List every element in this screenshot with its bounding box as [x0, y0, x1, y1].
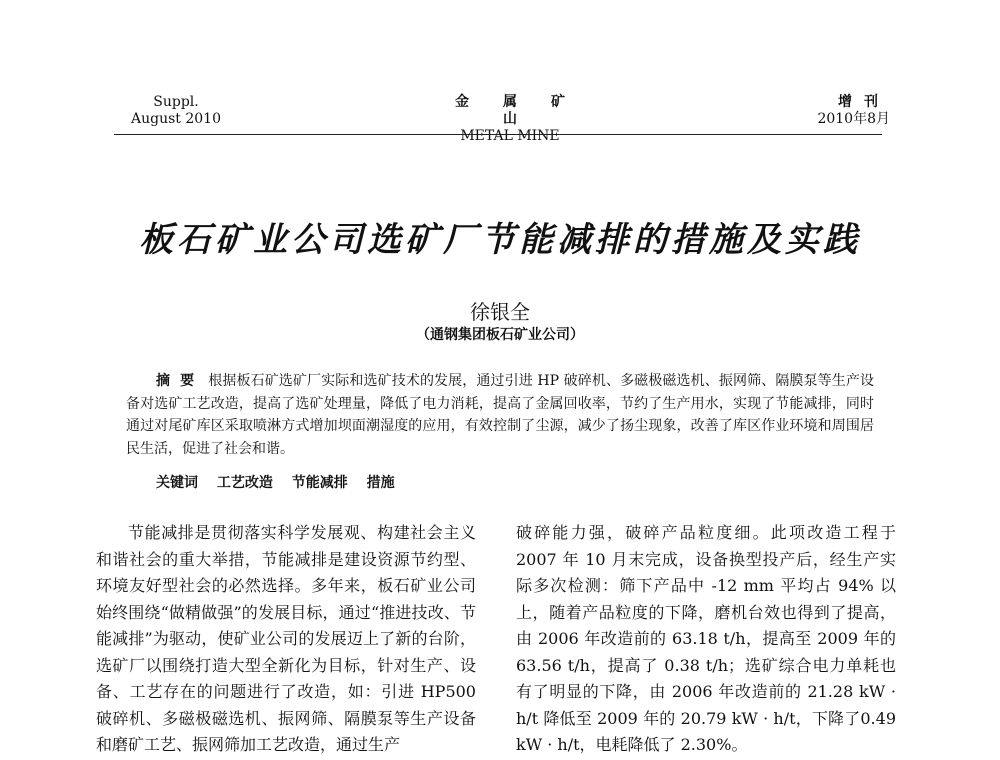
journal-name-en: METAL MINE	[460, 128, 560, 144]
keyword: 工艺改造	[216, 475, 273, 491]
abstract-text: 根据板石矿选矿厂实际和选矿技术的发展，通过引进 HP 破碎机、多磁极磁选机、振网筛、隔膜泵等生产设备对选矿工艺改造，提高了选矿处理量，降低了电力消耗，提高了金属回收率，节约了生产用水，实现了节能减排，同时通过对尾矿库区采取喷淋方式增加坝面潮湿度的应用，有效控制了尘源，减少了扬尘现象，改善了库区作业环境和周围居民生活，促进了社会和谐。	[126, 373, 875, 457]
header-date-cn: 2010年8月	[817, 111, 890, 127]
header-right	[790, 94, 890, 128]
keyword: 措施	[366, 475, 395, 491]
header-date-en: August 2010	[131, 111, 221, 127]
header-suppl: Suppl.	[153, 94, 199, 110]
keywords	[156, 472, 395, 492]
journal-name-cn: 金属矿山	[455, 94, 599, 127]
abstract	[126, 370, 874, 460]
keywords-label: 关键词	[156, 475, 198, 491]
abstract-label: 摘要	[156, 373, 205, 389]
header-center	[420, 94, 600, 145]
header-rule	[114, 134, 882, 135]
body-left-column: 节能减排是贯彻落实科学发展观、构建社会主义和谐社会的重大举措，节能减排是建设资源节约型、环境友好型社会的必然选择。多年来，板石矿业公司始终围绕“做精做强”的发展目标，通过“推进技改、节能减排”为驱动，使矿业公司的发展迈上了新的台阶，选矿厂以围绕打造大型全新化为目标，针对生产、设备、工艺存在的问题进行了改造，如：引进 HP500 破碎机、多磁极磁选机、振网筛、隔膜泵等生产设备和磨矿工艺、振网筛加工艺改造，通过生产	[96, 523, 476, 754]
article-affiliation: （通钢集团板石矿业公司）	[416, 327, 584, 343]
header-left	[116, 94, 236, 128]
article-title: 板石矿业公司选矿厂节能减排的措施及实践	[139, 220, 861, 260]
header-suppl-cn: 增刊	[838, 94, 890, 110]
article-author: 徐银全	[470, 300, 530, 324]
keyword: 节能减排	[291, 475, 348, 491]
body-right-column: 破碎能力强，破碎产品粒度细。此项改造工程于 2007 年 10 月末完成，设备换型投产后，经生产实际多次检测：筛下产品中 -12 mm 平均占 94% 以上，随着产品粒度的下降，磨机台效也得到了提高，由 2006 年改造前的 63.18 t/h，提高至 2009 年的63.56 t/h，提高了 0.38 t/h；选矿综合电力单耗也有了明显的下降，由 2006 年改造前的 21.28 kW · h/t 降低至 2009 年的 20.79 kW · h/t，下降了0.49 kW · h/t，电耗降低了 2.30%。	[516, 523, 896, 754]
